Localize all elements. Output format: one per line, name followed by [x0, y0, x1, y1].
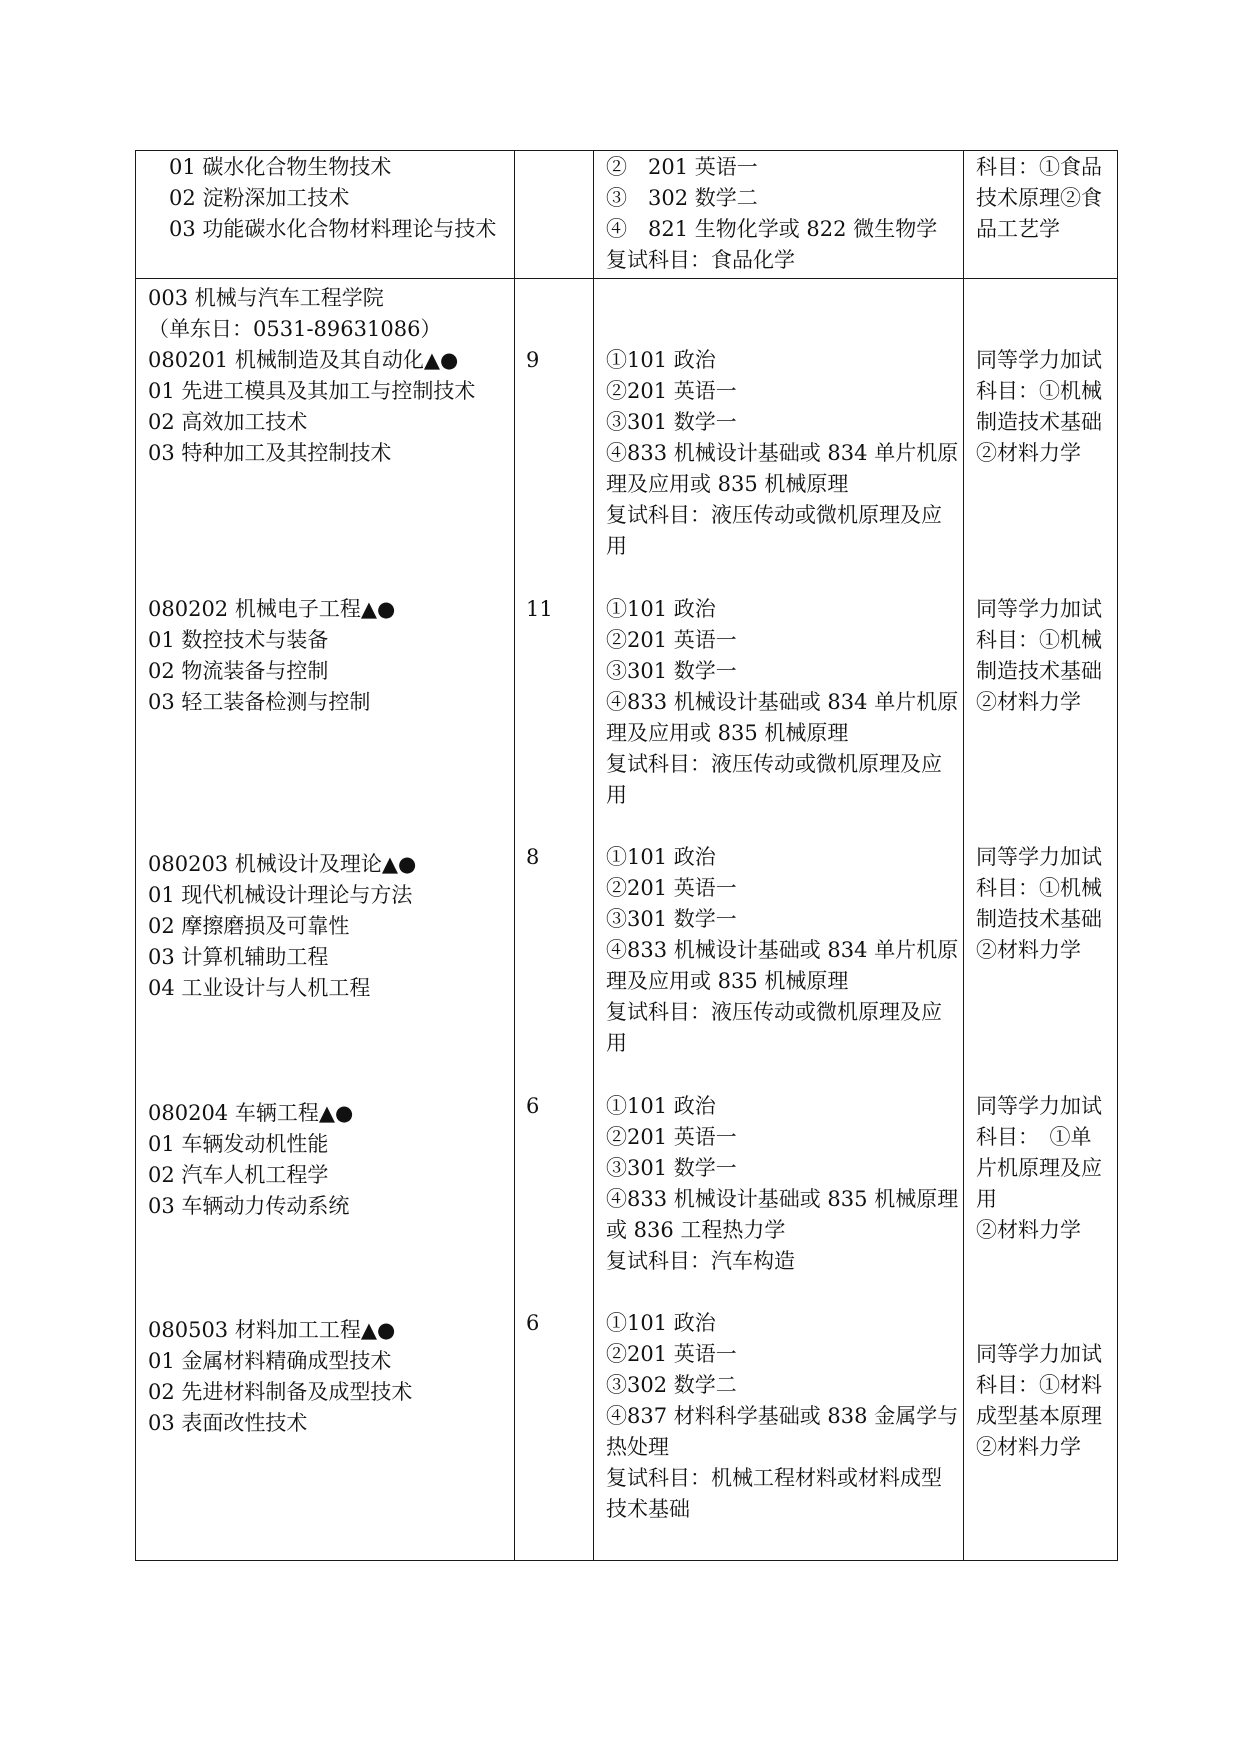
extra-line: 用 [976, 1187, 997, 1211]
subject-line: ②201 英语一 [606, 1125, 737, 1149]
major-line: 03 计算机辅助工程 [148, 945, 329, 969]
major-line: 01 碳水化合物生物技术 [148, 155, 392, 179]
subject-line: ①101 政治 [606, 348, 716, 372]
major-line: 02 先进材料制备及成型技术 [148, 1380, 413, 1404]
extra-line: 制造技术基础 [976, 410, 1102, 434]
subject-line: ①101 政治 [606, 845, 716, 869]
column-divider-3 [963, 150, 964, 1561]
subject-line: ④ 821 生物化学或 822 微生物学 [606, 217, 938, 241]
subject-line: ①101 政治 [606, 1094, 716, 1118]
subject-line: ② 201 英语一 [606, 155, 758, 179]
subject-line: ②201 英语一 [606, 876, 737, 900]
row-1-extra [976, 152, 1102, 245]
table-border-right [1117, 150, 1118, 1561]
subject-line: 或 836 工程热力学 [606, 1218, 786, 1242]
subject-line: 复试科目：液压传动或微机原理及应 [606, 503, 942, 527]
major-line: 03 功能碳水化合物材料理论与技术 [148, 217, 497, 241]
extra-line: 同等学力加试 [976, 1342, 1102, 1366]
subject-line: 复试科目：液压传动或微机原理及应 [606, 1000, 942, 1024]
extra-line: 科目：①机械 [976, 379, 1102, 403]
subject-line: 理及应用或 835 机械原理 [606, 969, 849, 993]
subject-line: ③301 数学一 [606, 659, 737, 683]
major-title: 080202 机械电子工程▲● [148, 597, 396, 621]
row-divider [135, 278, 1118, 279]
subject-line: 复试科目：汽车构造 [606, 1249, 795, 1273]
row-3-quota: 11 [526, 597, 553, 621]
extra-line: 同等学力加试 [976, 1094, 1102, 1118]
subject-line: ②201 英语一 [606, 628, 737, 652]
major-line: 03 轻工装备检测与控制 [148, 690, 371, 714]
subject-line: ③301 数学一 [606, 1156, 737, 1180]
subject-line: ④833 机械设计基础或 834 单片机原 [606, 690, 959, 714]
row-4-subjects [606, 842, 958, 1059]
row-2-extra [976, 345, 1102, 469]
row-3-extra [976, 594, 1102, 718]
subject-line: ④833 机械设计基础或 835 机械原理 [606, 1187, 959, 1211]
major-line: 02 摩擦磨损及可靠性 [148, 914, 350, 938]
subject-line: 技术基础 [606, 1497, 690, 1521]
major-line: 02 高效加工技术 [148, 410, 308, 434]
extra-line: 制造技术基础 [976, 907, 1102, 931]
extra-line: 科目：①食品 [976, 155, 1102, 179]
subject-line: ③302 数学二 [606, 1373, 737, 1397]
subject-line: ③301 数学一 [606, 907, 737, 931]
subject-line: 理及应用或 835 机械原理 [606, 472, 849, 496]
extra-line: 技术原理②食 [976, 186, 1102, 210]
row-5-extra [976, 1091, 1102, 1246]
subject-line: ④833 机械设计基础或 834 单片机原 [606, 938, 959, 962]
row-6-quota: 6 [526, 1311, 540, 1335]
table-border-top [135, 150, 1118, 151]
major-line: 04 工业设计与人机工程 [148, 976, 371, 1000]
major-line: 03 特种加工及其控制技术 [148, 441, 392, 465]
extra-line: 制造技术基础 [976, 659, 1102, 683]
extra-line: 科目：①机械 [976, 876, 1102, 900]
row-5-quota: 6 [526, 1094, 540, 1118]
extra-line: ②材料力学 [976, 1218, 1081, 1242]
row-2-quota: 9 [526, 348, 540, 372]
major-title: 080201 机械制造及其自动化▲● [148, 348, 459, 372]
major-line: 01 先进工模具及其加工与控制技术 [148, 379, 476, 403]
column-divider-1 [514, 150, 515, 1561]
extra-line: 片机原理及应 [976, 1156, 1102, 1180]
row-1-majors [148, 152, 496, 245]
extra-line: 同等学力加试 [976, 597, 1102, 621]
major-line: 02 物流装备与控制 [148, 659, 329, 683]
row-4-quota: 8 [526, 845, 540, 869]
subject-line: 复试科目：机械工程材料或材料成型 [606, 1466, 942, 1490]
major-line: 01 现代机械设计理论与方法 [148, 883, 413, 907]
row-1-subjects [606, 152, 937, 276]
subject-line: 理及应用或 835 机械原理 [606, 721, 849, 745]
extra-line: ②材料力学 [976, 441, 1081, 465]
row-2-majors [148, 283, 475, 469]
row-3-subjects [606, 594, 958, 811]
school-name: 003 机械与汽车工程学院 [148, 286, 384, 310]
extra-line: 科目： ①单 [976, 1125, 1092, 1149]
table-border-left [135, 150, 136, 1561]
extra-line: 科目：①机械 [976, 628, 1102, 652]
major-line: 01 金属材料精确成型技术 [148, 1349, 392, 1373]
row-6-extra [976, 1339, 1102, 1463]
column-divider-2 [593, 150, 594, 1561]
extra-line: ②材料力学 [976, 1435, 1081, 1459]
extra-line: 品工艺学 [976, 217, 1060, 241]
table-border-bottom [135, 1560, 1118, 1561]
major-line: 02 淀粉深加工技术 [148, 186, 350, 210]
subject-line: 复试科目：液压传动或微机原理及应 [606, 752, 942, 776]
subject-line: 复试科目：食品化学 [606, 248, 795, 272]
row-6-majors [148, 1315, 412, 1439]
subject-line: ③301 数学一 [606, 410, 737, 434]
subject-line: ④837 材料科学基础或 838 金属学与 [606, 1404, 959, 1428]
major-line: 01 车辆发动机性能 [148, 1132, 329, 1156]
extra-line: 同等学力加试 [976, 845, 1102, 869]
major-title: 080203 机械设计及理论▲● [148, 852, 417, 876]
major-line: 03 车辆动力传动系统 [148, 1194, 350, 1218]
subject-line: ①101 政治 [606, 1311, 716, 1335]
extra-line: 科目：①材料 [976, 1373, 1102, 1397]
major-line: 01 数控技术与装备 [148, 628, 329, 652]
row-3-majors [148, 594, 395, 718]
subject-line: ②201 英语一 [606, 1342, 737, 1366]
subject-line: ④833 机械设计基础或 834 单片机原 [606, 441, 959, 465]
row-5-majors [148, 1098, 353, 1222]
major-title: 080204 车辆工程▲● [148, 1101, 354, 1125]
row-4-extra [976, 842, 1102, 966]
row-2-subjects [606, 345, 958, 562]
subject-line: 用 [606, 534, 627, 558]
major-title: 080503 材料加工工程▲● [148, 1318, 396, 1342]
major-line: 02 汽车人机工程学 [148, 1163, 329, 1187]
subject-line: 用 [606, 1031, 627, 1055]
extra-line: ②材料力学 [976, 938, 1081, 962]
extra-line: 成型基本原理 [976, 1404, 1102, 1428]
row-5-subjects [606, 1091, 958, 1277]
extra-line: ②材料力学 [976, 690, 1081, 714]
subject-line: ③ 302 数学二 [606, 186, 758, 210]
major-line: 03 表面改性技术 [148, 1411, 308, 1435]
row-6-subjects [606, 1308, 958, 1525]
subject-line: ①101 政治 [606, 597, 716, 621]
subject-line: 热处理 [606, 1435, 669, 1459]
subject-line: ②201 英语一 [606, 379, 737, 403]
row-4-majors [148, 849, 416, 1004]
school-contact: （单东日：0531-89631086） [148, 317, 442, 341]
subject-line: 用 [606, 783, 627, 807]
extra-line: 同等学力加试 [976, 348, 1102, 372]
